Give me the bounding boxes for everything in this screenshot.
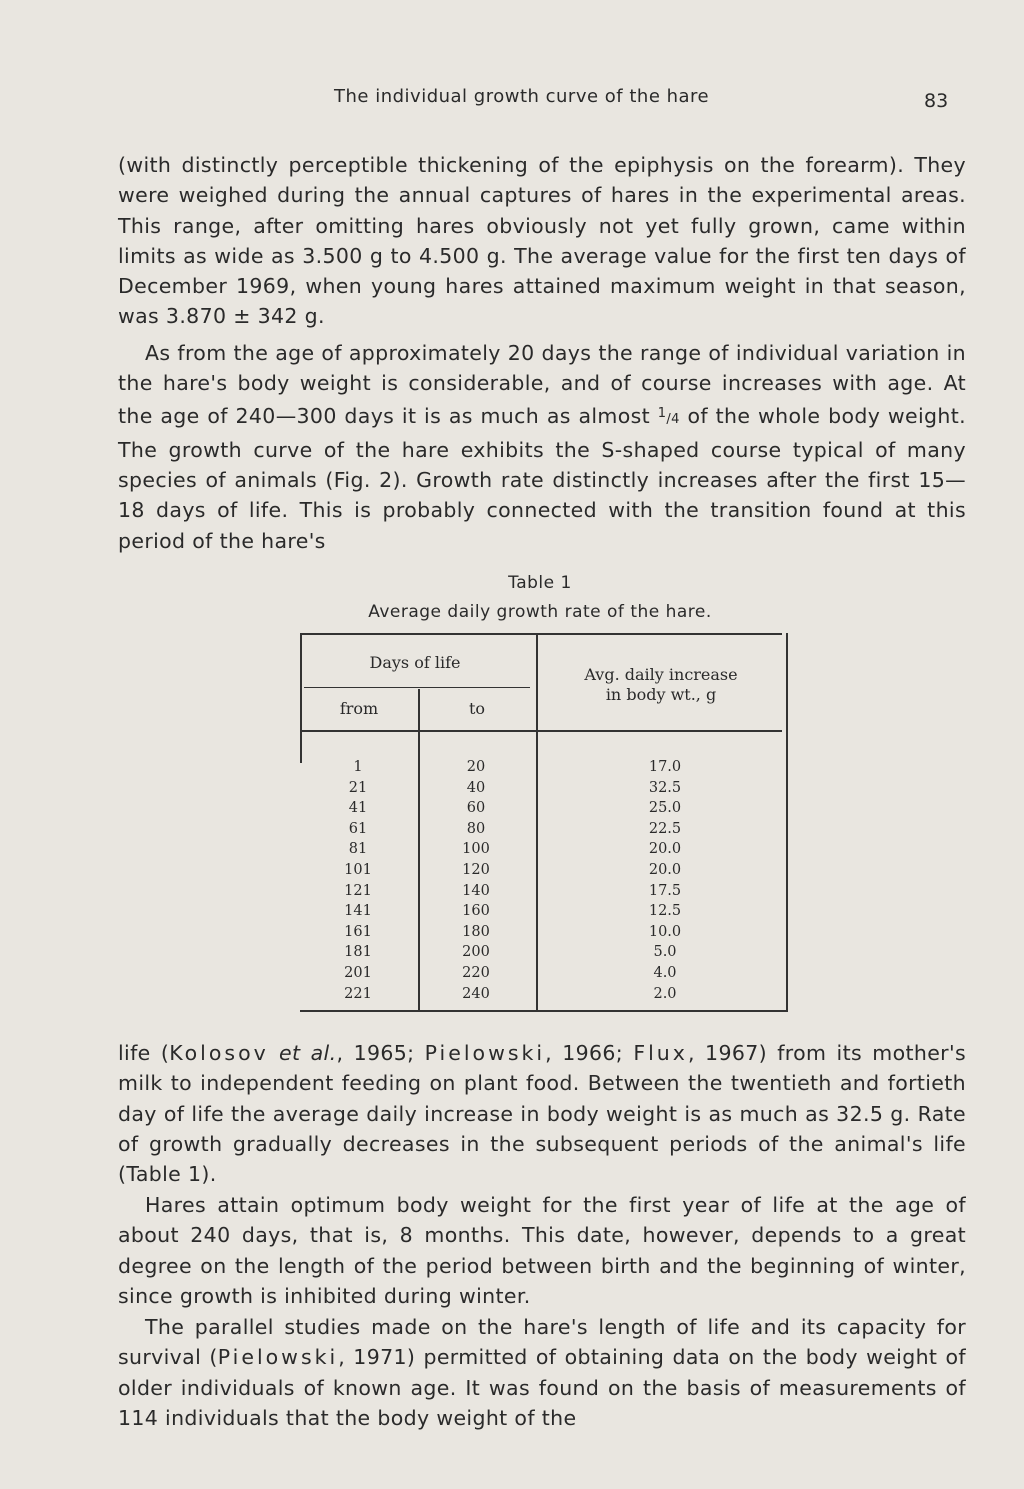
header-from: from xyxy=(339,699,379,718)
page-number: 83 xyxy=(924,90,949,112)
growth-rate-table xyxy=(300,633,788,1011)
from-to-divider xyxy=(418,689,420,1011)
paragraph-4: Hares attain optimum body weight for the first year of life at the age of about 240 days, that is, 8 months. This date, however, depends to a great degree on the length of the period between birth and the beginning of winter, since growth is inhibited during winter. xyxy=(118,1193,966,1308)
author-citation: Pielowski xyxy=(424,1041,546,1065)
header-avg-increase-line2: in body wt., g xyxy=(605,685,717,704)
table-label: Table 1 xyxy=(508,573,572,593)
column-avg-increase xyxy=(610,757,720,1004)
author-citation: Pielowski xyxy=(217,1345,339,1370)
column-to xyxy=(426,757,526,1004)
table-cell-increase: 10.0 xyxy=(648,923,682,940)
table-bottom-rule xyxy=(300,1010,788,1012)
table-cell-from: 141 xyxy=(344,903,372,920)
table-right-border xyxy=(786,633,788,1011)
table-cell-from: 1 xyxy=(353,759,363,775)
table-cell-to: 140 xyxy=(462,882,490,899)
table-cell-increase: 32.5 xyxy=(648,779,682,796)
table-cell-increase: 12.5 xyxy=(648,903,682,920)
running-head xyxy=(0,86,1024,116)
table-cell-from: 201 xyxy=(344,964,372,981)
paragraph-2-text-b: of the whole body weight. The growth curve of the hare exhibits the S-shaped course typical of many species of animals (Fig. 2). Growth rate distinctly increases after the first 15—18 days of life. This is probably connected with the transition found at this period of the hare's xyxy=(118,403,966,553)
table-cell-from: 101 xyxy=(344,861,372,878)
paragraph-3-text-a: life ( xyxy=(118,1041,170,1065)
table-cell-increase: 17.5 xyxy=(648,882,682,899)
table-cell-to: 80 xyxy=(466,820,486,837)
paragraph-5-text-b: , 1971) permitted of obtaining data on the body weight of older individuals of known age. It was found on the basis of measurements of 114 individuals that the body weight of the xyxy=(118,1345,966,1430)
column-from xyxy=(300,757,416,1004)
table-cell-from: 161 xyxy=(344,923,372,940)
header-to: to xyxy=(468,699,486,718)
author-citation: Flux xyxy=(633,1041,688,1065)
paragraph-1: (with distinctly perceptible thickening of the epiphysis on the forearm). They were weighed during the annual captures of hares in the experimental areas. This range, after omitting hares obviously not yet fully grown, came within limits as wide as 3.500 g to 4.500 g. The average value for the first ten days of December 1969, when young hares attained maximum weight in that season, was 3.870 ± 342 g. xyxy=(118,153,966,329)
table-caption: Average daily growth rate of the hare. xyxy=(368,602,712,622)
table-cell-increase: 20.0 xyxy=(648,841,682,858)
table-cell-from: 81 xyxy=(348,841,368,858)
table-cell-from: 61 xyxy=(348,820,368,837)
paragraph-2 xyxy=(118,338,966,556)
table-cell-to: 100 xyxy=(462,841,490,858)
table-cell-to: 120 xyxy=(462,861,490,878)
table-top-rule xyxy=(300,633,782,635)
paragraph-3-text-b: , 1965; xyxy=(336,1041,425,1065)
header-avg-increase-line1: Avg. daily increase xyxy=(584,665,738,684)
author-citation: Kolosov xyxy=(169,1041,269,1065)
paragraph-3 xyxy=(118,1038,966,1189)
table-cell-increase: 25.0 xyxy=(648,800,682,817)
table-cell-from: 41 xyxy=(348,800,368,817)
paragraph-3-space xyxy=(269,1041,279,1065)
header-days-of-life: Days of life xyxy=(369,653,461,672)
table-cell-to: 200 xyxy=(462,944,490,961)
paragraph-2-text-a: As from the age of approximately 20 days the range of individual variation in the hare's body weight is considerable, and of course increases with age. At the age of 240—300 days it is as much as almost xyxy=(118,341,966,428)
running-title: The individual growth curve of the hare xyxy=(334,86,710,107)
fraction-slash: / xyxy=(666,411,672,427)
table-cell-increase: 2.0 xyxy=(653,985,677,1002)
paragraph-3-text-d: , 1967) from its mother's milk to independent feeding on plant food. Between the twentieth and fortieth day of life the average daily increase in body weight is as much as 32.5 g. Rate of growth gradually decreases in the subsequent periods of the animal's life (Table 1). xyxy=(118,1041,966,1187)
table-cell-increase: 20.0 xyxy=(648,861,682,878)
et-al-text: et al. xyxy=(279,1041,337,1065)
table-cell-increase: 17.0 xyxy=(648,759,682,775)
table-cell-increase: 5.0 xyxy=(653,944,677,961)
table-cell-to: 20 xyxy=(466,759,486,775)
table-cell-to: 160 xyxy=(462,903,490,920)
table-cell-from: 21 xyxy=(348,779,368,796)
table-cell-increase: 22.5 xyxy=(648,820,682,837)
table-cell-to: 240 xyxy=(462,985,490,1002)
paragraph-3-text-c: , 1966; xyxy=(545,1041,634,1065)
table-cell-from: 181 xyxy=(344,944,372,961)
paragraph-5-text-a: The parallel studies made on the hare's length of life and its capacity for survival ( xyxy=(118,1315,966,1370)
paragraph-5 xyxy=(118,1312,966,1433)
table-header-rule xyxy=(300,730,782,732)
header-avg-increase xyxy=(536,665,786,705)
table-cell-increase: 4.0 xyxy=(653,964,677,981)
table-cell-to: 220 xyxy=(462,964,490,981)
table-cell-to: 60 xyxy=(466,800,486,817)
table-cell-to: 180 xyxy=(462,923,490,940)
fraction-denominator: 4 xyxy=(671,411,680,427)
days-subheader-rule xyxy=(304,687,530,688)
fraction-numerator: 1 xyxy=(657,405,667,421)
table-cell-from: 221 xyxy=(344,985,372,1002)
table-cell-to: 40 xyxy=(466,779,486,796)
table-cell-from: 121 xyxy=(344,882,372,899)
